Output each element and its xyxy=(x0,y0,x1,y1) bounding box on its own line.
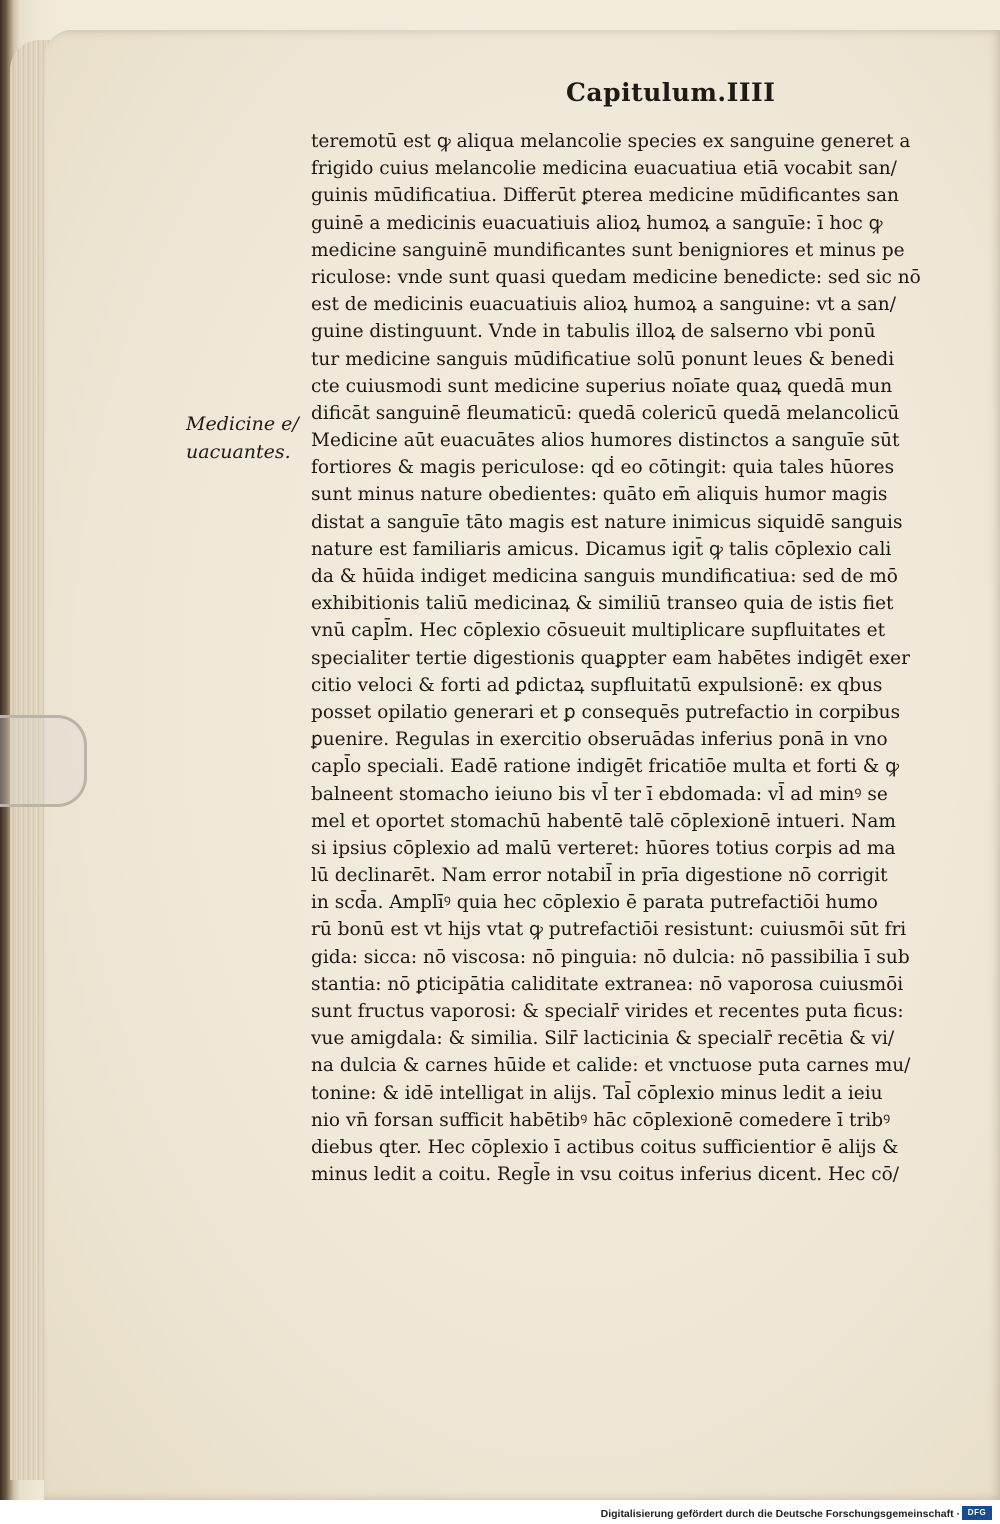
page-clip xyxy=(0,715,87,807)
dfg-logo: DFG xyxy=(962,1506,992,1520)
text-line: riculose: vnde sunt quasi quedam medicine benedicte: sed sic nō xyxy=(311,266,921,288)
text-line: exhibitionis taliū medicinaꝝ & similiū transeo quia de istis fiet xyxy=(311,593,894,615)
text-line: dificāt sanguinē fleumaticū: quedā colericū quedā melancolicū xyxy=(311,402,900,424)
page-title: Capitulum.IIII xyxy=(566,78,776,107)
text-line: sunt fructus vaporosi: & specialr̄ virides et recentes puta ficus: xyxy=(311,1001,904,1022)
text-line: ꝑuenire. Regulas in exercitio obseruādas inferius ponā in vno xyxy=(311,729,888,751)
text-line: citio veloci & forti ad ꝑdictaꝝ supfluitatū expulsionē: ex qbus xyxy=(311,674,883,696)
text-line: distat a sanguīe tāto magis est nature inimicus siquidē sanguis xyxy=(311,511,903,533)
text-line: si ipsius cōplexio ad malū verteret: hūores totius corpis ad ma xyxy=(311,837,896,859)
text-line: guinē a medicinis euacuatiuis alioꝝ humoꝝ a sanguīe: ī hoc ꝙ xyxy=(311,212,883,234)
text-line: tonine: & idē intelligat in alijs. Tal̄ cōplexio minus ledit a ieiu xyxy=(311,1082,883,1104)
text-line: Medicine aūt euacuātes alios humores distinctos a sanguīe sūt xyxy=(311,430,900,452)
text-line: gida: sicca: nō viscosa: nō pinguia: nō dulcia: nō passibilia ī sub xyxy=(311,946,910,968)
text-line: balneent stomacho ieiuno bis vl̄ ter ī ebdomada: vl̄ ad minꝰ se xyxy=(311,783,888,805)
text-line: stantia: nō ꝑticipātia caliditate extranea: nō vaporosa cuiusmōi xyxy=(311,973,904,995)
text-line: est de medicinis euacuatiuis alioꝝ humoꝝ a sanguine: vt a san/ xyxy=(311,294,896,316)
text-line: vnū capl̄m. Hec cōplexio cōsueuit multiplicare supfluitates et xyxy=(311,620,886,642)
text-line: na dulcia & carnes hūide et calide: et vnctuose puta carnes mu/ xyxy=(311,1055,911,1077)
text-line: tur medicine sanguis mūdificatiue solū ponunt leues & benedi xyxy=(311,348,895,370)
marginal-note-line: uacuantes. xyxy=(186,441,291,463)
text-line: da & hūida indiget medicina sanguis mundificatiua: sed de mō xyxy=(311,566,898,587)
text-line: nature est familiaris amicus. Dicamus igit̄ ꝙ talis cōplexio cali xyxy=(311,538,892,560)
text-line: frigido cuius melancolie medicina euacuatiua etiā vocabit san/ xyxy=(311,158,897,180)
text-line: in scd̄a. Amplīꝰ quia hec cōplexio ē parata putrefactiōi humo xyxy=(311,892,878,914)
text-line: specialiter tertie digestionis quaꝑpter eam habētes indigēt exer xyxy=(311,647,910,669)
text-line: capl̄o speciali. Eadē ratione indigēt fricatiōe multa et forti & ꝙ xyxy=(311,756,899,778)
text-line: fortiores & magis periculose: qḋ eo cōtingit: quia tales hūores xyxy=(311,457,895,479)
text-line: nio vn̄ forsan sufficit habētibꝰ hāc cōplexionē comedere ī tribꝰ xyxy=(311,1109,891,1131)
text-line: vue amigdala: & similia. Silr̄ lacticinia & specialr̄ recētia & vi/ xyxy=(311,1028,895,1050)
text-line: posset opilatio generari et ꝑ consequēs putrefactio in corpibus xyxy=(311,701,901,723)
marginal-note-line: Medicine e/ xyxy=(186,413,299,435)
text-line: sunt minus nature obedientes: quāto em̄ aliquis humor magis xyxy=(311,484,888,506)
text-line: guine distinguunt. Vnde in tabulis illoꝝ de salserno vbi ponū xyxy=(311,321,876,343)
text-line: lū declinarēt. Nam error notabil̄ in prīa digestione nō corrigit xyxy=(311,865,888,887)
text-line: mel et oportet stomachū habentē talē cōplexionē intueri. Nam xyxy=(311,810,896,832)
body-text-column xyxy=(311,128,959,1188)
text-line: cte cuiusmodi sunt medicine superius noīate quaꝝ quedā mun xyxy=(311,375,893,397)
footer-credit: Digitalisierung gefördert durch die Deutsche Forschungsgemeinschaft · xyxy=(600,1508,960,1520)
marginal-note xyxy=(186,410,316,466)
text-line: rū bonū est vt hijs vtat ꝙ putrefactiōi resistunt: cuiusmōi sūt fri xyxy=(311,919,907,941)
text-line: guinis mūdificatiua. Differūt ꝑterea medicine mūdificantes san xyxy=(311,185,899,207)
text-line: medicine sanguinē mundificantes sunt benigniores et minus pe xyxy=(311,239,905,261)
text-line: diebus qter. Hec cōplexio ī actibus coitus sufficientior ē alijs & xyxy=(311,1136,899,1158)
text-line: teremotū est ꝙ aliqua melancolie species ex sanguine generet a xyxy=(311,131,911,152)
text-line: minus ledit a coitu. Regl̄e in vsu coitus inferius dicent. Hec cō/ xyxy=(311,1164,900,1186)
